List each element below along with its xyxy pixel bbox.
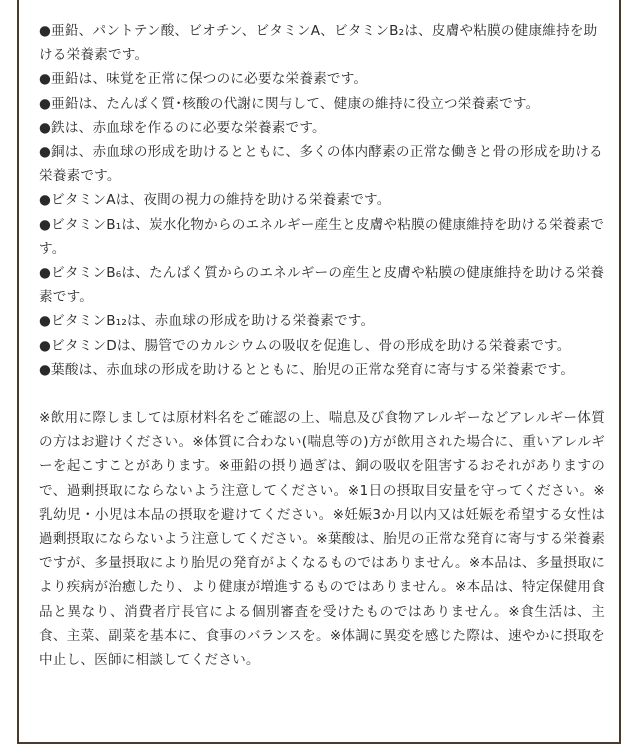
list-item: ●ビタミンB₆は、たんぱく質からのエネルギーの産生と皮膚や粘膜の健康維持を助ける栄養素です。 bbox=[39, 265, 605, 306]
precautions-section bbox=[39, 406, 605, 672]
list-item: ●鉄は、赤血球を作るのに必要な栄養素です。 bbox=[39, 119, 326, 136]
list-item: ●亜鉛は、たんぱく質･核酸の代謝に関与して、健康の維持に役立つ栄養素です。 bbox=[39, 95, 540, 112]
notice-content bbox=[39, 19, 605, 672]
list-item: ●ビタミンAは、夜間の視力の維持を助ける栄養素です。 bbox=[39, 192, 391, 209]
nutrient-claims-list bbox=[39, 19, 605, 382]
list-item: ●亜鉛、パントテン酸、ビオチン、ビタミンA、ビタミンB₂は、皮膚や粘膜の健康維持を助ける栄養素です。 bbox=[39, 23, 598, 64]
list-item: ●ビタミンB₁は、炭水化物からのエネルギー産生と皮膚や粘膜の健康維持を助ける栄養素です。 bbox=[39, 216, 605, 257]
list-item: ●銅は、赤血球の形成を助けるとともに、多くの体内酵素の正常な働きと骨の形成を助ける栄養素です。 bbox=[39, 144, 603, 185]
list-item: ●葉酸は、赤血球の形成を助けるとともに、胎児の正常な発育に寄与する栄養素です。 bbox=[39, 361, 575, 378]
list-item: ●ビタミンDは、腸管でのカルシウムの吸収を促進し、骨の形成を助ける栄養素です。 bbox=[39, 337, 571, 354]
precautions-text: ※飲用に際しましては原材料名をご確認の上、喘息及び食物アレルギーなどアレルギー体質の方はお避けください。※体質に合わない(喘息等の)方が飲用された場合に、重いアレルギーを起こすことがあります。※亜鉛の摂り過ぎは、銅の吸収を阻害するおそれがありますので、過剰摂取にならないよう注意してください。※1日の摂取目安量を守ってください。※乳幼児・小児は本品の摂取を避けてください。※妊娠3か月以内又は妊娠を希望する女性は過剰摂取にならないよう注意してください。※葉酸は、胎児の正常な発育に寄与する栄養素ですが、多量摂取により胎児の発育がよくなるものではありません。※本品は、多量摂取により疾病が治癒したり、より健康が増進するものではありません。※本品は、特定保健用食品と異なり、消費者庁長官による個別審査を受けたものではありません。※食生活は、主食、主菜、副菜を基本に、食事のバランスを。※体調に異変を感じた際は、速やかに摂取を中止し、医師に相談してください。 bbox=[39, 410, 605, 669]
list-item: ●ビタミンB₁₂は、赤血球の形成を助ける栄養素です。 bbox=[39, 313, 375, 330]
list-item: ●亜鉛は、味覚を正常に保つのに必要な栄養素です。 bbox=[39, 71, 368, 88]
